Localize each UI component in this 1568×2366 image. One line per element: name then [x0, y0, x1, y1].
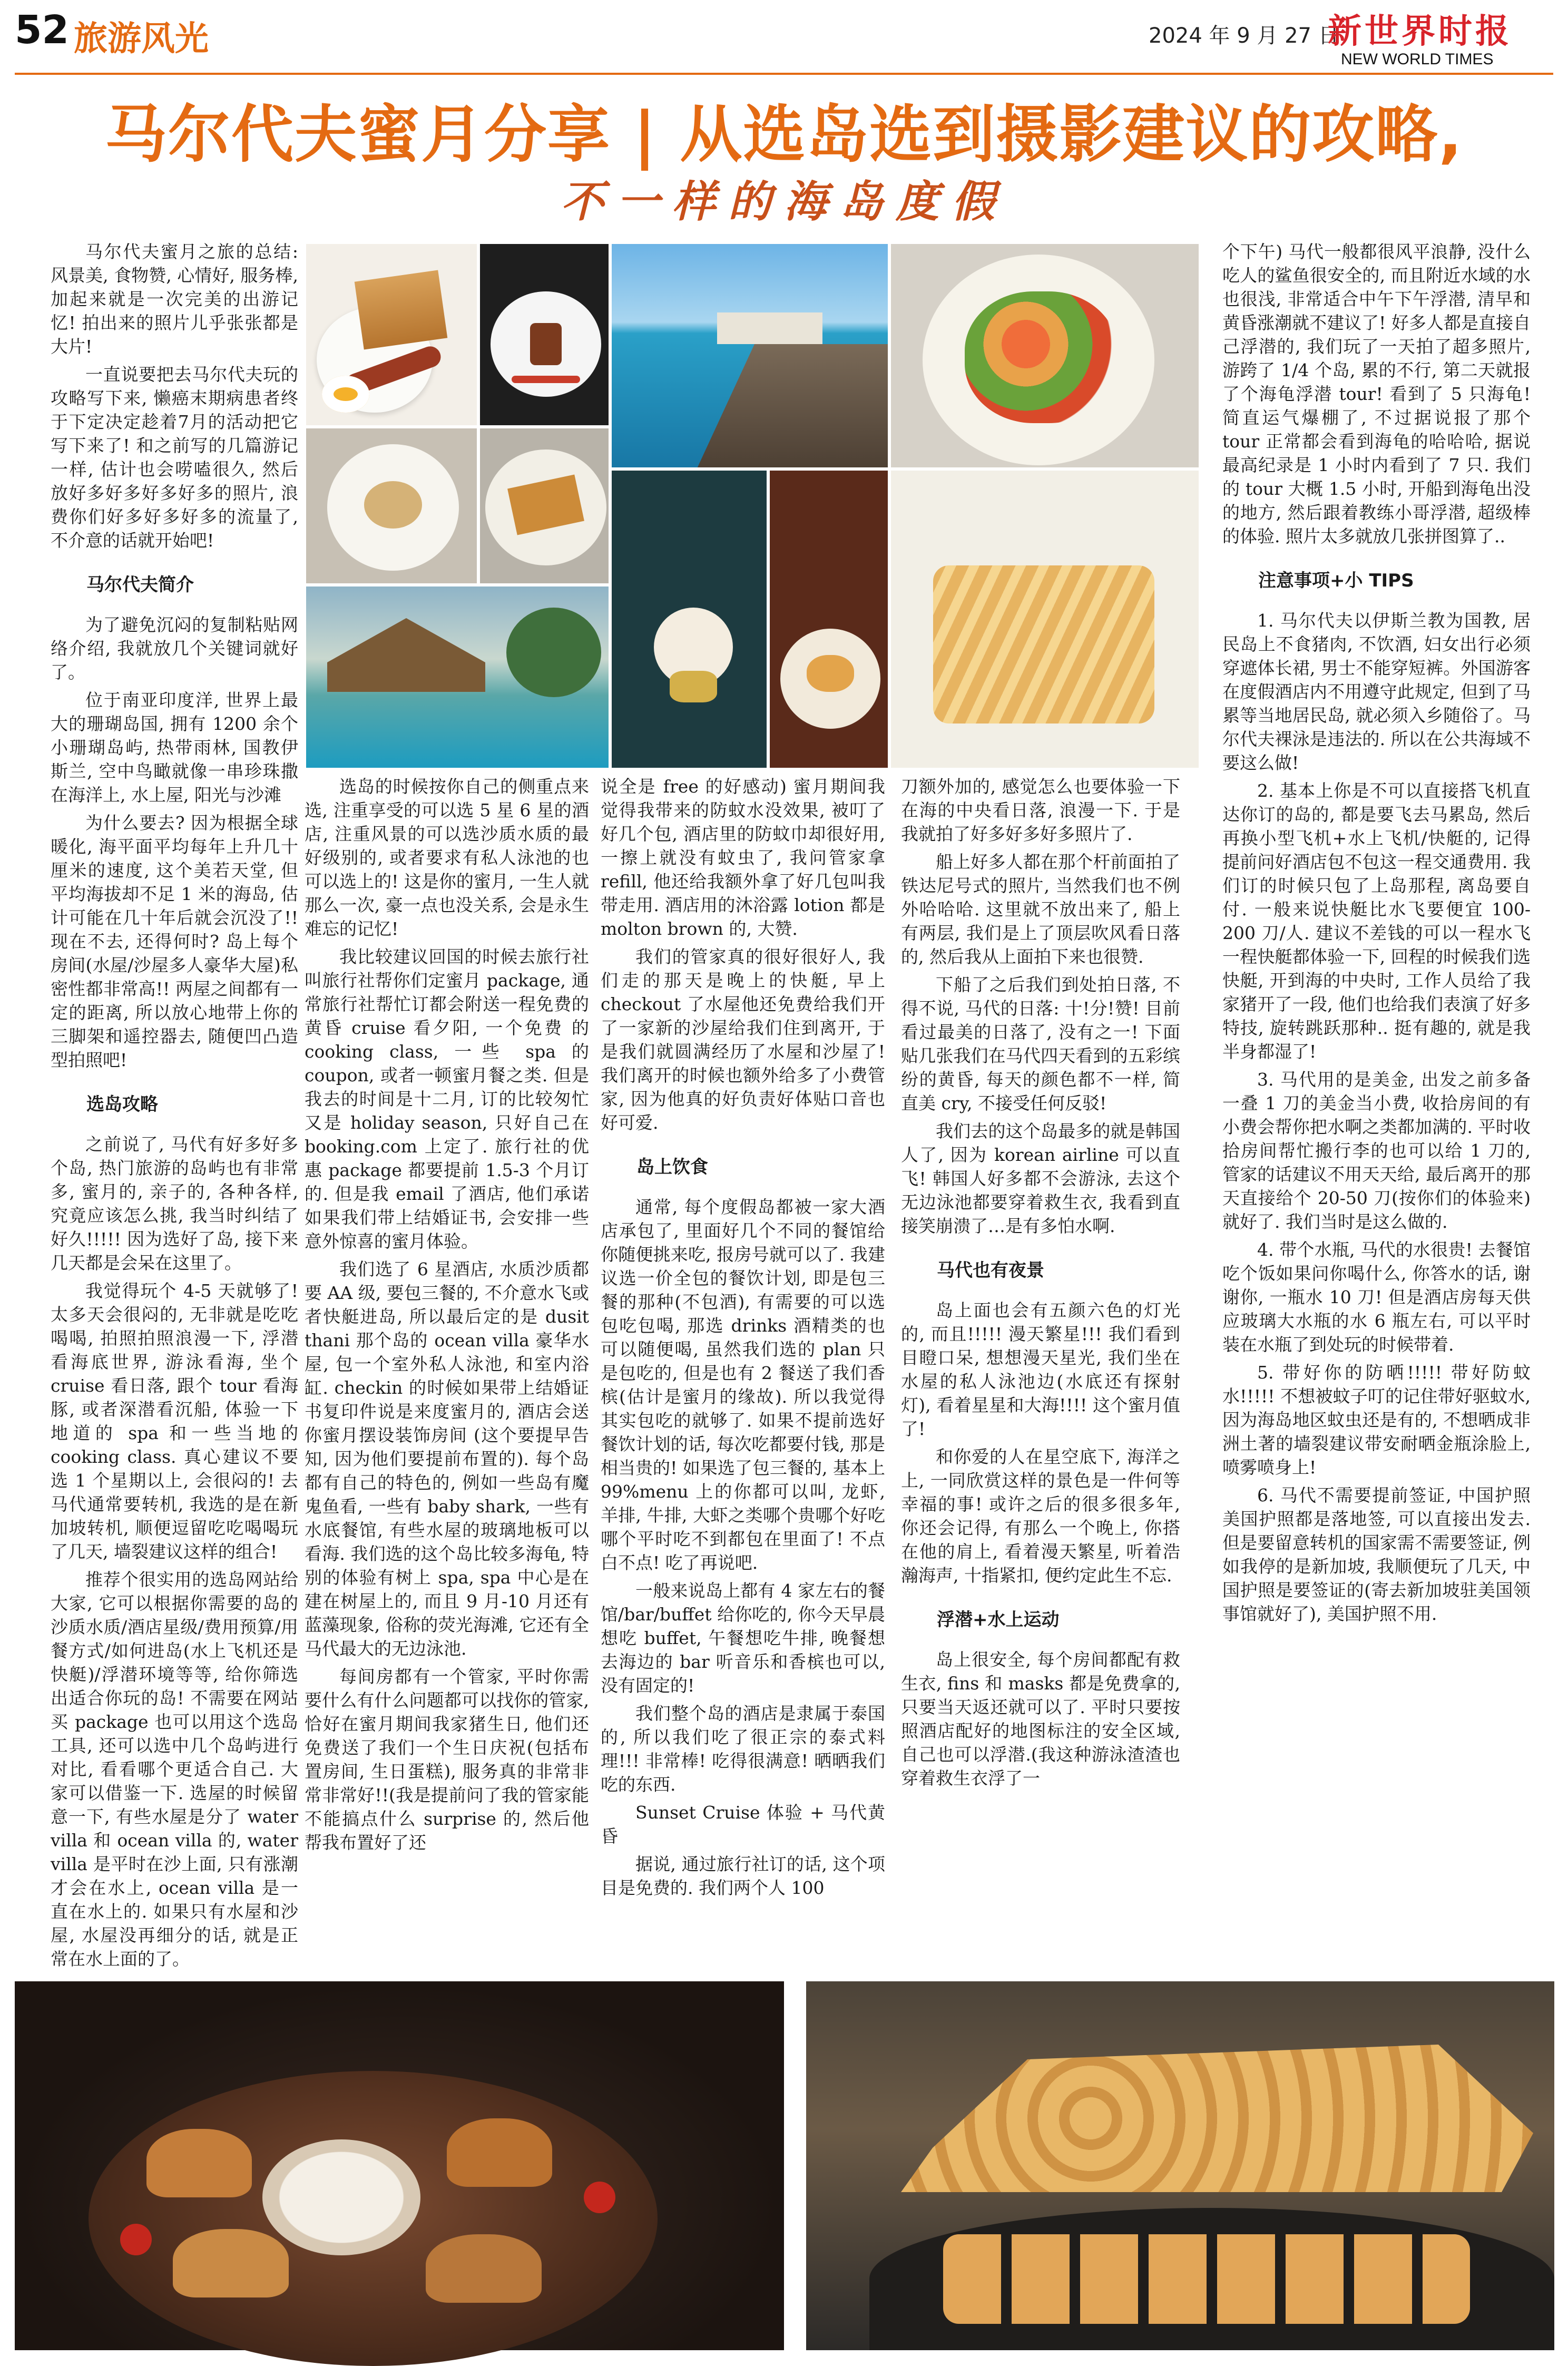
paragraph: 一般来说岛上都有 4 家左右的餐馆/bar/buffet 给你吃的, 你今天早晨想吃 buffet, 午餐想吃牛排, 晚餐想去海边的 bar 听音乐和香槟也可以, 没有固定的!	[601, 1580, 885, 1696]
paragraph: 推荐个很实用的选岛网站给大家, 它可以根据你需要的岛的沙质水质/酒店星级/费用预算/用餐方式/如何进岛(水上飞机还是快艇)/浮潜环境等等, 给你筛选出适合你玩的岛! 不需要在网站买 package 也可以用这个选岛工具, 还可以选中几个岛屿进行对比, 看看哪个更适合自己. 大家可以借鉴一下. 选屋的时候留意一下, 有些水屋是分了 water villa 和 ocean villa 的, water villa 是平时在沙上面, 只有涨潮才会在水上, ocean villa 是一直在水上的. 如果只有水屋和沙屋, 水屋没再细分的话, 就是正常在水上面的了。	[51, 1569, 298, 1969]
tip-item: 6. 马代不需要提前签证, 中国护照美国护照都是落地签, 可以直接出发去. 但是要留意转机的国家需不需要签证, 例如我停的是新加坡, 我顺便玩了几天, 中国护照是要签证的(寄去新加坡驻美国领事馆就好了), 美国护照不用.	[1222, 1485, 1531, 1624]
samosa-street-food-photo	[806, 1981, 1554, 2350]
paragraph: Sunset Cruise 体验 + 马代黄昏	[601, 1802, 885, 1846]
paragraph: 船上好多人都在那个杆前面拍了铁达尼号式的照片, 当然我们也不例外哈哈哈. 这里就不放出来了, 船上有两层, 我们是上了顶层吹风看日落的, 然后我从上面拍下来也很赞.	[901, 852, 1180, 967]
article-column-2	[305, 775, 589, 1859]
page-number: 52	[15, 7, 69, 53]
breakfast-photo	[305, 242, 478, 427]
paragraph: 我觉得玩个 4-5 天就够了! 太多天会很闷的, 无非就是吃吃喝喝, 拍照拍照浪漫一下, 浮潜看海底世界, 游泳看海, 坐个 cruise 看日落, 跟个 tour 看海豚, 或者深潜看沉船, 体验一下地道的 spa 和一些当地的 cooking class. 真心建议不要选 1 个星期以上, 会很闷的! 去马代通常要转机, 我选的是在新加坡转机, 顺便逗留吃吃喝喝玩了几天, 墙裂建议这样的组合!	[51, 1280, 298, 1562]
paragraph: 位于南亚印度洋, 世界上最大的珊瑚岛国, 拥有 1200 余个小珊瑚岛屿, 热带雨林, 国教伊斯兰, 空中鸟瞰就像一串珍珠撒在海洋上, 水上屋, 阳光与沙滩	[51, 690, 298, 805]
paragraph: 一直说要把去马尔代夫玩的攻略写下来, 懒癌末期病患者终于下定决定趁着7月的活动把它写下来了! 和之前写的几篇游记一样, 估计也会唠嗑很久, 然后放好多好多好多好多的照片, 浪费你们好多好多好多的流量了, 不介意的话就开始吧!	[51, 364, 298, 551]
fries-photo	[889, 469, 1200, 769]
tip-item: 1. 马尔代夫以伊斯兰教为国教, 居民岛上不食猪肉, 不饮酒, 妇女出行必须穿遮体长裙, 男士不能穿短裤。外国游客在度假酒店内不用遵守此规定, 但到了马累等当地居民岛, 就必须入乡随俗了。马尔代夫裸泳是违法的. 所以在公共海域不要这么做!	[1222, 610, 1531, 773]
pasta-dish-photo	[305, 427, 478, 585]
article-column-5	[1222, 240, 1531, 1630]
paragraph: 岛上很安全, 每个房间都配有救生衣, fins 和 masks 都是免费拿的, 只要当天返还就可以了. 平时只要按照酒店配好的地图标注的安全区域, 自己也可以浮潜.(我这种游泳渣渣也穿着救生衣浮了一	[901, 1649, 1180, 1788]
paragraph: 通常, 每个度假岛都被一家大酒店承包了, 里面好几个不同的餐馆给你随便挑来吃, 报房号就可以了. 我建议选一价全包的餐饮计划, 即是包三餐的那种(不包酒), 有需要的可以选包吃包喝, 那选 drinks 酒精类的也可以随便喝, 虽然我们选的 plan 只是包吃的, 但是也有 2 餐送了我们香槟(估计是蜜月的缘故). 所以我觉得其实包吃的就够了. 如果不提前选好餐饮计划的话, 每次吃都要付钱, 那是相当贵的! 如果选了包三餐的, 基本上 99%menu 上的你都可以叫, 龙虾, 羊排, 牛排, 大虾之类哪个贵哪个好吃哪个平时吃不到都包在里面了! 不点白不点! 吃了再说吧.	[601, 1197, 885, 1573]
paragraph: 我比较建议回国的时候去旅行社叫旅行社帮你们定蜜月 package, 通常旅行社帮忙订都会附送一程免费的黄昏 cruise 看夕阳, 一个免费 的 cooking class, 一些 spa 的 coupon, 或者一顿蜜月餐之类. 但是我去的时间是十二月, 订的比较匆忙又是 holiday season, 只好自己在 booking.com 上定了. 旅行社的优惠 package 都要提前 1.5-3 个月订的. 但是我 email 了酒店, 他们承诺如果我们带上结婚证书, 会安排一些意外惊喜的蜜月体验。	[305, 946, 589, 1252]
paragraph: 为什么要去? 因为根据全球暖化, 海平面平均每年上升几十厘米的速度, 这个美若天堂, 但平均海拔却不足 1 米的海岛, 估计可能在几十年后就会沉没了!! 现在不去, 还得何时? 岛上每个房间(水屋/沙屋多人豪华大屋)私密性都非常高!! 两屋之间都有一定的距离, 所以放心地带上你的三脚架和遥控器去, 随便凹凸造型拍照吧!	[51, 813, 298, 1070]
paragraph: 和你爱的人在星空底下, 海洋之上, 一同欣赏这样的景色是一件何等幸福的事! 或许之后的很多很多年, 你还会记得, 有那么一个晚上, 你搭在他的肩上, 看着漫天繁星, 听着浩瀚海声, 十指紧扣, 便约定此生不忘.	[901, 1446, 1180, 1586]
paragraph: 说全是 free 的好感动) 蜜月期间我觉得我带来的防蚊水没效果, 被叮了好几个包, 酒店里的防蚊巾却很好用, 一擦上就没有蚊虫了, 我问管家拿 refill, 他还给我额外拿了好几包叫我带走用. 酒店用的沐浴露 lotion 都是 molton brown 的, 大赞.	[601, 776, 885, 939]
section-title: 旅游风光	[74, 19, 209, 58]
article-column-1	[51, 240, 298, 1975]
dessert-plate-photo	[478, 242, 610, 427]
article-column-4	[901, 775, 1180, 1794]
tip-item: 2. 基本上你是不可以直接搭飞机直达你订的岛的, 都是要飞去马累岛, 然后再换小型飞机+水上飞机/快艇的, 记得提前问好酒店包不包这一程交通费用. 我们订的时候只包了上岛那程, 离岛要自付. 一般来说快艇比水飞要便宜 100-200 刀/人. 建议不差钱的可以一程水飞一程快艇都体验一下, 回程的时候我们选快艇, 开到海的中央时, 工作人员给了我家猪开了一段, 他们也给我们表演了好多特技, 旋转跳跃那种.. 挺有趣的, 就是我半身都湿了!	[1222, 780, 1531, 1062]
subheadline: 不一样的海岛度假	[561, 177, 1007, 227]
paragraph: 据说, 通过旅行社订的话, 这个项目是免费的. 我们两个人 100	[601, 1854, 885, 1898]
paragraph: 马尔代夫蜜月之旅的总结: 风景美, 食物赞, 心情好, 服务棒, 加起来就是一次完美的出游记忆! 拍出来的照片儿乎张张都是大片!	[51, 241, 298, 357]
overwater-deck-photo	[610, 242, 889, 469]
paragraph: 我们的管家真的很好很好人, 我们走的那天是晚上的快艇, 早上 checkout 了水屋他还免费给我们开了一家新的沙屋给我们住到离开, 于是我们就圆满经历了水屋和沙屋了! 我们离开的时候也额外给多了小费管家, 因为他真的好负责好体贴口音也好可爱.	[601, 946, 885, 1133]
paragraph: 为了避免沉闷的复制粘贴网络介绍, 我就放几个关键词就好了。	[51, 614, 298, 682]
tip-item: 5. 带好你的防晒!!!!! 带好防蚊水!!!!! 不想被蚊子叮的记住带好驱蚊水, 因为海岛地区蚊虫还是有的, 不想晒成非洲土著的墙裂建议带安耐晒金瓶涂脸上, 喷雾喷身上!	[1222, 1362, 1531, 1478]
section-heading: 注意事项+小 TIPS	[1258, 570, 1414, 591]
dumpling-platter-photo	[15, 1981, 784, 2350]
tip-item: 4. 带个水瓶, 马代的水很贵! 去餐馆吃个饭如果问你喝什么, 你答水的话, 谢谢你, 一瓶水 10 刀! 但是酒店房每天供应玻璃大水瓶的水 6 瓶左右, 可以平时装在水瓶了到处玩的时候带着.	[1222, 1239, 1531, 1355]
resort-pool-photo	[305, 585, 610, 769]
paragraph: 我们选了 6 星酒店, 水质沙质都要 AA 级, 要包三餐的, 不介意水飞或者快艇进岛, 所以最后定的是 dusit thani 那个岛的 ocean villa 豪华水屋, 包一个室外私人泳池, 和室内浴缸. checkin 的时候如果带上结婚证书复印件说是来度蜜月的, 酒店会送你蜜月摆设装饰房间 (这个要提早告知, 因为他们要提前布置的). 每个岛都有自己的特色的, 例如一些岛有魔鬼鱼看, 一些有 baby shark, 一些有水底餐馆, 有些水屋的玻璃地板可以看海. 我们选的这个岛比较多海龟, 特别的体验有树上 spa, spa 中心是在建在树屋上的, 而且 9 月-10 月还有蓝藻现象, 俗称的荧光海滩, 它还有全马代最大的无边泳池.	[305, 1259, 589, 1659]
masthead-logo: 新世界时报	[1328, 12, 1512, 51]
spring-roll-photo	[478, 427, 610, 585]
section-heading: 浮潜+水上运动	[937, 1609, 1060, 1630]
paragraph: 刀额外加的, 感觉怎么也要体验一下在海的中央看日落, 浪漫一下. 于是我就拍了好多好多好多照片了.	[901, 776, 1180, 844]
issue-date: 2024 年 9 月 27 日	[1149, 24, 1339, 48]
section-heading: 马尔代夫简介	[86, 574, 194, 595]
tip-item: 3. 马代用的是美金, 出发之前多备一叠 1 刀的美金当小费, 收拾房间的有小费会帮你把水啊之类都加满的. 平时收拾房间帮忙搬行李的也可以给 1 刀的, 管家的话建议不用天天给, 最后离开的那天直接给个 20-50 刀(按你们的体验来)就好了. 我们当时是这么做的.	[1222, 1069, 1531, 1232]
paragraph: 选岛的时候按你自己的侧重点来选, 注重享受的可以选 5 星 6 星的酒店, 注重风景的可以选沙质水质的最好级别的, 或者要求有私人泳池的也可以选上的! 这是你的蜜月, 一生人就那么一次, 豪一点也没关系, 会是永生难忘的记忆!	[305, 776, 589, 939]
photo-collage	[305, 242, 1200, 769]
section-heading: 选岛攻略	[86, 1094, 158, 1115]
section-heading: 马代也有夜景	[937, 1260, 1044, 1281]
fried-rolls-photo	[768, 469, 889, 769]
masthead-english: NEW WORLD TIMES	[1341, 51, 1494, 68]
paragraph: 个下午) 马代一般都很风平浪静, 没什么吃人的鲨鱼很安全的, 而且附近水域的水也很浅, 非常适合中午下午浮潜, 清早和黄昏涨潮就不建议了! 好多人都是直接自己浮潜的, 我们玩了一天拍了超多照片, 游跨了 1/4 个岛, 累的不行, 第二天就报了个海龟浮潜 tour! 看到了 5 只海龟! 简直运气爆棚了, 不过据说报了那个 tour 正常都会看到海龟的哈哈哈, 据说最高纪录是 1 小时内看到了 7 只. 我们的 tour 大概 1.5 小时, 开船到海龟出没的地方, 然后跟着教练小哥浮潜, 超级棒的体验. 照片太多就放几张拼图算了..	[1222, 241, 1531, 546]
paragraph: 我们去的这个岛最多的就是韩国人了, 因为 korean airline 可以直飞! 韩国人好多都不会游泳, 去这个无边泳池都要穿着救生衣, 我看到直接笑崩溃了…是有多怕水啊.	[901, 1121, 1180, 1236]
paragraph: 我们整个岛的酒店是隶属于泰国的, 所以我们吃了很正宗的泰式料理!!! 非常棒! 吃得很满意! 晒晒我们吃的东西.	[601, 1703, 885, 1795]
paragraph: 岛上面也会有五颜六色的灯光的, 而且!!!!! 漫天繁星!!! 我们看到目瞪口呆, 想想漫天星光, 我们坐在水屋的私人泳池边(水底还有探射灯), 看着星星和大海!!!! 这个蜜月值了!	[901, 1300, 1180, 1439]
paragraph: 下船了之后我们到处拍日落, 不得不说, 马代的日落: 十!分!赞! 目前看过最美的日落了, 没有之一! 下面贴几张我们在马代四天看到的五彩缤纷的黄昏, 每天的颜色都不一样, 简直美 cry, 不接受任何反驳!	[901, 974, 1180, 1113]
article-column-3	[601, 775, 885, 1904]
header-rule	[15, 73, 1553, 75]
paragraph: 之前说了, 马代有好多好多个岛, 热门旅游的岛屿也有非常多, 蜜月的, 亲子的, 各种各样, 究竟应该怎么挑, 我当时纠结了好久!!!!! 因为选好了岛, 接下来几天都是会呆在这里了。	[51, 1134, 298, 1273]
thai-salad-photo	[889, 242, 1200, 469]
paragraph: 每间房都有一个管家, 平时你需要什么有什么问题都可以找你的管家, 恰好在蜜月期间我家猪生日, 他们还免费送了我们一个生日庆祝(包括布置房间, 生日蛋糕), 服务真的非常非常非常好!!(我是提前问了我的管家能不能搞点什么 surprise 的, 然后他帮我布置好了还	[305, 1666, 589, 1853]
headline: 马尔代夫蜜月分享 | 从选岛选到摄影建议的攻略,	[104, 98, 1464, 171]
section-heading: 岛上饮食	[636, 1157, 708, 1178]
ice-cream-photo	[610, 469, 768, 769]
